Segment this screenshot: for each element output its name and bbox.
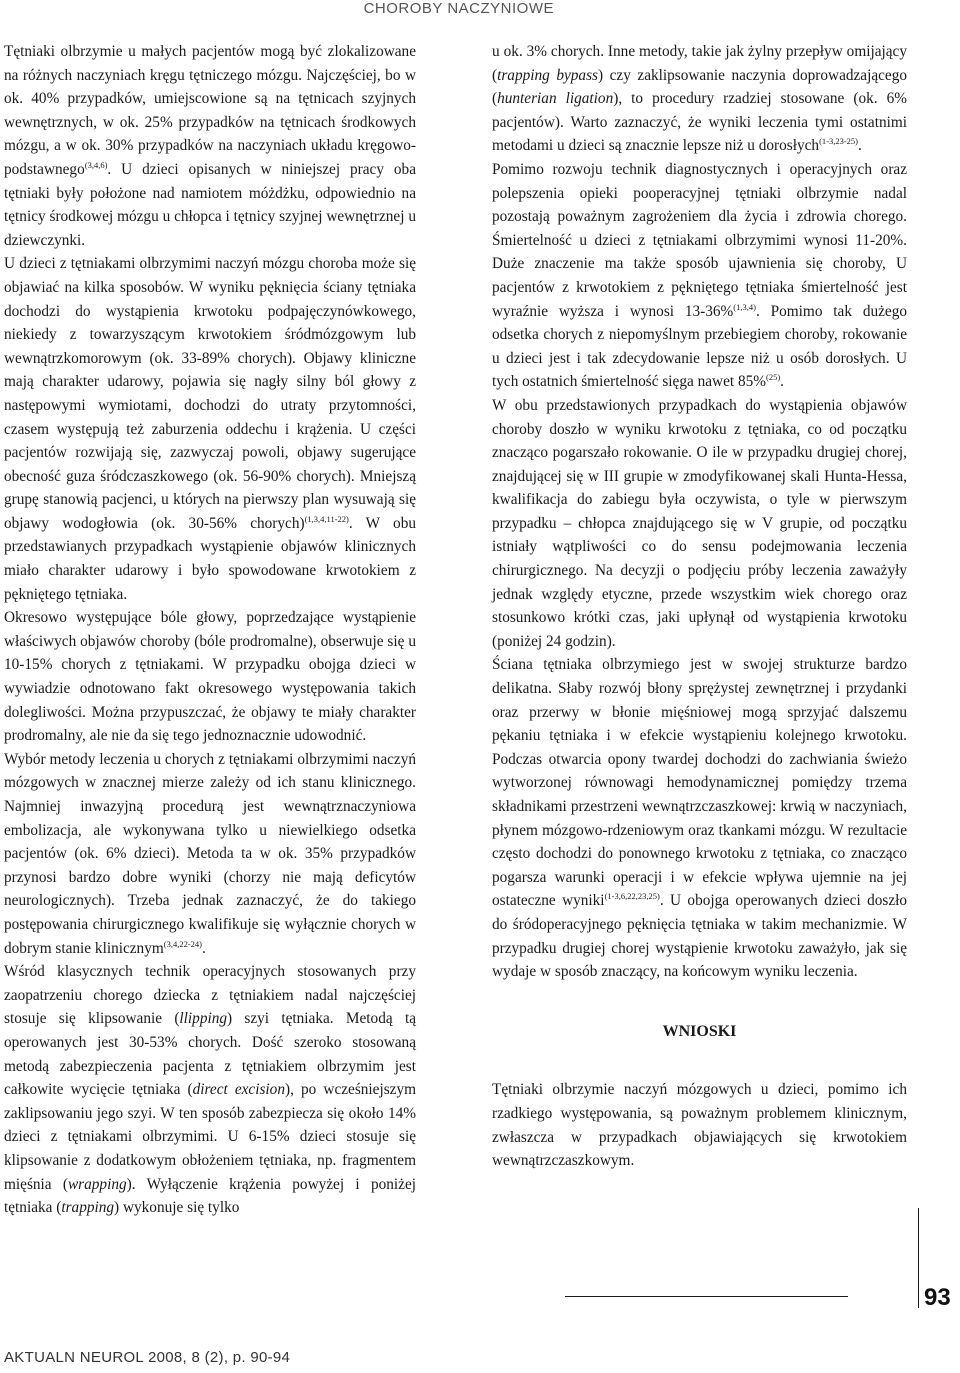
text-run: Wybór metody leczenia u chorych z tętniakami olbrzymimi naczyń mózgowych w znacznej mierze zależy od ich stanu klinicznego. Najmniej inwazyjną procedurą jest wewnątrznaczyniowa embolizacja, ale wykonywana tylko u niewielkiego odsetka pacjentów (ok. 6% dzieci). Metoda ta w ok. 35% przypadków przynosi bardzo dobre wyniki (chorzy nie mają deficytów neurologicznych). Trzeba jednak zaznaczyć, że do takiego postępowania chirurgicznego kwalifikuje się wyłącznie chorych w dobrym stanie klinicznym	[4, 750, 416, 957]
italic-term: trapping bypass	[497, 66, 598, 84]
paragraph	[492, 653, 907, 983]
text-run: ), po wcześniejszym zaklipsowaniu jego szyi. W ten sposób zabezpiecza się około 14% dzieci z tętniakami olbrzymimi. U 6-15% dzieci stosuje się klipsowanie z dodatkowym obłożeniem tętniaka, np. fragmentem mięśnia (	[4, 1081, 416, 1193]
citation: (1,3,4,11-22)	[304, 513, 349, 524]
right-column	[492, 40, 907, 1173]
paragraph	[492, 158, 907, 394]
text-run: Pomimo rozwoju technik diagnostycznych i operacyjnych oraz polepszenia opieki pooperacyjnej tętniaki olbrzymie nadal pozostają poważnym zagrożeniem dla życia i zdrowia chorego. Śmiertelność u dzieci z tętniakami olbrzymimi wynosi 11-20%. Duże znaczenie ma także sposób ujawnienia się choroby, U pacjentów z krwotokiem z pękniętego tętniaka śmiertelność jest wyraźnie wyższa i wynosi 13-36%	[492, 160, 907, 320]
text-run: Okresowo występujące bóle głowy, poprzedzające wystąpienie właściwych objawów choroby (bóle prodromalne), obserwuje się u 10-15% chorych z tętniakami. W przypadku obojga dzieci w wywiadzie odnotowano fakt okresowego występowania takich dolegliwości. Można przypuszczać, że objawy te miały charakter prodromalny, ale nie da się tego jednoznacznie udowodnić.	[4, 609, 416, 745]
paragraph	[4, 748, 416, 960]
text-run: . U obojga operowanych dzieci doszło do śródoperacyjnego pęknięcia tętniaka w takim mechanizmie. W przypadku drugiej chorej wystąpienie krwotoku zaważyło, jak się wydaje w sposób znaczący, na końcowym wyniku leczenia.	[492, 892, 908, 981]
text-run: .	[780, 373, 784, 391]
paragraph	[4, 960, 416, 1220]
running-footer: AKTUALN NEUROL 2008, 8 (2), p. 90-94	[4, 1349, 291, 1366]
text-run: ), to procedury rzadziej stosowane (ok. 6% pacjentów). Warto zaznaczyć, że wyniki leczenia tymi ostatnimi metodami u dzieci są znacznie lepsze niż u dorosłych	[492, 90, 907, 155]
text-run: .	[858, 137, 862, 155]
text-run: Wśród klasycznych technik operacyjnych stosowanych przy zaopatrzeniu chorego dziecka z tętniakiem nadal najczęściej stosuje się klipsowanie (	[4, 963, 416, 1028]
italic-term: hunterian ligation	[497, 90, 614, 108]
paragraph	[492, 40, 907, 158]
left-column	[4, 40, 416, 1220]
paragraph	[492, 1078, 907, 1172]
horizontal-rule	[565, 1296, 848, 1297]
text-run: ) czy zaklipsowanie naczynia doprowadzającego (	[492, 66, 908, 108]
italic-term: direct excision	[192, 1081, 285, 1099]
text-run: ) wykonuje się tylko	[114, 1199, 240, 1217]
text-run: u ok. 3% chorych. Inne metody, takie jak żylny przepływ omijający (	[492, 43, 907, 84]
citation: (1-3,23-25)	[819, 136, 859, 147]
paragraph	[4, 606, 416, 748]
text-run: ). Wyłączenie krążenia powyżej i poniżej tętniaka (	[4, 1175, 416, 1217]
text-run: W obu przedstawionych przypadkach do wystąpienia objawów choroby doszło w wyniku krwotoku z tętniaka, co od początku znacząco pogarszało rokowanie. O ile w przypadku drugiej chorej, znajdującej się w III grupie w zmodyfikowanej skali Hunta-Hessa, kwalifikacja do zabiegu była oczywista, o tyle w pierwszym przypadku – chłopca znajdującego się w V grupie, od początku istniały wątpliwości co do sensu podejmowania leczenia chirurgicznego. Na decyzji o podjęciu próby leczenia zaważyły jednak względy etyczne, przede wszystkim wiek chorego oraz stosunkowo krótki czas, jaki upłynął od wystąpienia krwotoku (poniżej 24 godzin).	[492, 396, 907, 650]
italic-term: llipping	[179, 1010, 228, 1028]
citation: (3,4,6)	[84, 159, 108, 170]
citation: (1,3,4)	[733, 301, 756, 312]
citation: (1-3,6,22,23,25)	[604, 891, 660, 902]
running-header: CHOROBY NACZYNIOWE	[363, 0, 554, 17]
italic-term: trapping	[61, 1199, 115, 1217]
text-run: ) szyi tętniaka. Metodą tą operowanych jest 30-53% chorych. Dość szeroko stosowaną metodą zabezpieczenia pacjenta z tętniakiem olbrzymim jest całkowite wycięcie tętniaka (	[4, 1010, 416, 1099]
text-run: Ściana tętniaka olbrzymiego jest w swojej strukturze bardzo delikatna. Słaby rozwój błony sprężystej zewnętrznej i przydanki oraz przerwy w błonie mięśniowej mogą sprzyjać dalszemu pękaniu tętniaka i w efekcie wystąpieniu kolejnego krwotoku. Podczas otwarcia opony twardej dochodzi do zachwiania świeżo wytworzonej równowagi hemodynamicznej pomiędzy trzema składnikami przestrzeni wewnątrzczaszkowej: krwią w naczyniach, płynem mózgowo-rdzeniowym oraz tkankami mózgu. W rezultacie często dochodzi do ponownego krwotoku z tętniaka, co znacząco pogarsza warunki operacji i w efekcie wpływa ujemnie na jej ostateczne wyniki	[492, 656, 907, 910]
citation: (3,4,22-24)	[163, 938, 202, 949]
text-run: . Pomimo tak dużego odsetka chorych z niepomyślnym przebiegiem choroby, rokowanie u dzieci jest i tak zdecydowanie lepsze niż u osób dorosłych. U tych ostatnich śmiertelność sięga nawet 85%	[492, 302, 907, 391]
paragraph	[4, 40, 416, 252]
italic-term: wrapping	[67, 1175, 127, 1193]
text-run: . U dzieci opisanych w niniejszej pracy oba tętniaki były położone nad namiotem móżdżku, odpowiednio na tętnicy środkowej mózgu u chłopca i tętnicy szyjnej wewnętrznej u dziewczynki.	[4, 160, 416, 249]
text-run: Tętniaki olbrzymie u małych pacjentów mogą być zlokalizowane na różnych naczyniach kręgu tętniczego mózgu. Najczęściej, bo w ok. 40% przypadków, umiejscowione są na tętnicach szyjnych wewnętrznych, w ok. 25% przypadków na tętnicach środkowych mózgu, a w ok. 30% przypadków na naczyniach układu kręgowo-podstawnego	[4, 43, 416, 178]
page-number: 93	[924, 1284, 951, 1311]
section-heading: WNIOSKI	[662, 1022, 737, 1040]
citation: (25)	[766, 372, 781, 383]
paragraph	[4, 252, 416, 606]
paragraph	[492, 394, 907, 654]
text-run: U dzieci z tętniakami olbrzymimi naczyń mózgu choroba może się objawiać na kilka sposobów. W wyniku pęknięcia ściany tętniaka dochodzi do wystąpienia krwotoku podpajęczynówkowego, niekiedy z towarzyszącym krwotokiem śródmózgowym lub wewnątrzkomorowym (ok. 33-89% chorych). Objawy kliniczne mają charakter udarowy, pojawia się nagły silny ból głowy z następowymi wymiotami, dochodzi do utraty przytomności, czasem występują też zaburzenia oddechu i krążenia. U części pacjentów rozwijają się, zazwyczaj powoli, objawy sugerujące obecność guza śródczaszkowego (ok. 56-90% chorych). Mniejszą grupę stanowią pacjenci, u których na pierwszy plan wysuwają się objawy wodogłowia (ok. 30-56% chorych)	[4, 255, 416, 532]
text-run: .	[202, 939, 206, 957]
text-run: . W obu przedstawianych przypadkach wystąpienie objawów klinicznych miało charakter udarowy i było spowodowane krwotokiem z pękniętego tętniaka.	[4, 514, 416, 603]
text-run: Tętniaki olbrzymie naczyń mózgowych u dzieci, pomimo ich rzadkiego występowania, są poważnym problemem klinicznym, zwłaszcza w przypadkach objawiających się krwotokiem wewnątrzczaszkowym.	[492, 1081, 907, 1170]
vertical-rule	[918, 1208, 919, 1308]
